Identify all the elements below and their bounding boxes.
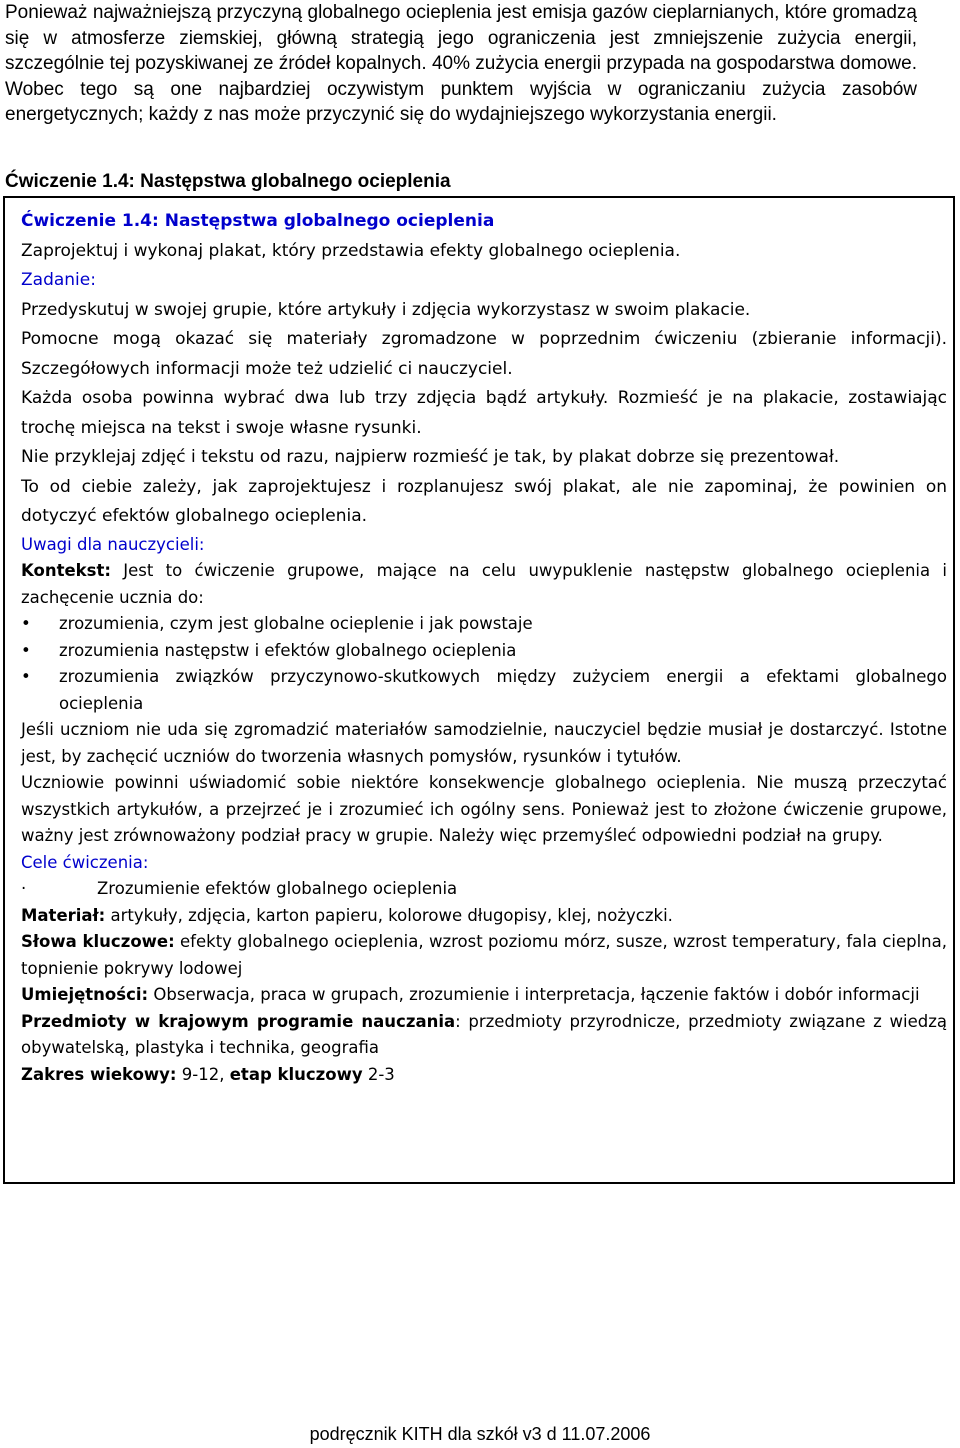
list-item-text: zrozumienia następstw i efektów globalnego ocieplenia bbox=[59, 640, 517, 660]
task-label: Zadanie: bbox=[21, 270, 96, 290]
intro-paragraph: Ponieważ najważniejszą przyczyną globalnego ocieplenia jest emisja gazów cieplarnianych, które gromadzą się w atmosferze ziemskiej, główną strategią jego ograniczenia jest zmniejszenie zużycia energii, szczególnie tej pozyskiwanej ze źródeł kopalnych. 40% zużycia energii przypada na gospodarstwa domowe. Wobec tego są one najbardziej oczywistym punktem wyjścia w ograniczaniu zużycia zasobów energetycznych; każdy z nas może przyczynić się do wydajniejszego wykorzystania energii. bbox=[5, 2, 917, 126]
notes-paragraph: Uczniowie powinni uświadomić sobie niektóre konsekwencje globalnego ocieplenia. Nie muszą przeczytać wszystkich artykułów, a przejrzeć je i zrozumieć ich ogólny sens. Ponieważ jest to złożone ćwiczenie grupowe, ważny jest zrównoważony podział pracy w grupie. Należy więc przemyśleć odpowiedni podział na grupy. bbox=[21, 773, 947, 845]
list-item bbox=[21, 638, 947, 665]
skills-line bbox=[21, 982, 947, 1009]
section-heading: Ćwiczenie 1.4: Następstwa globalnego ocieplenia bbox=[5, 171, 451, 192]
goals-bullet-list bbox=[21, 611, 947, 717]
material-label: Materiał: bbox=[21, 905, 106, 925]
material-text: artykuły, zdjęcia, karton papieru, kolorowe długopisy, klej, nożyczki. bbox=[110, 905, 673, 925]
exercise-box-content bbox=[21, 207, 947, 1088]
list-item-text: zrozumienia, czym jest globalne ocieplenie i jak powstaje bbox=[59, 614, 533, 633]
task-paragraph: Przedyskutuj w swojej grupie, które artykuły i zdjęcia wykorzystasz w swoim plakacie. bbox=[21, 299, 751, 320]
subjects-text: : przedmioty przyrodnicze, przedmioty związane z wiedzą obywatelską, plastyka i technika, geografia bbox=[21, 1011, 947, 1057]
keywords-line bbox=[21, 929, 947, 982]
age-label: Zakres wiekowy: bbox=[21, 1064, 177, 1084]
teacher-notes bbox=[21, 532, 947, 1089]
bullet-icon: • bbox=[21, 667, 31, 686]
task-paragraph: Nie przyklejaj zdjęć i tekstu od razu, najpierw rozmieść je tak, by plakat dobrze się prezentował. bbox=[21, 447, 840, 467]
goals-label: Cele ćwiczenia: bbox=[21, 852, 149, 872]
dot-icon: · bbox=[21, 879, 27, 898]
notes-paragraph: Jeśli uczniom nie uda się zgromadzić materiałów samodzielnie, nauczyciel będzie musiał je dostarczyć. Istotne jest, by zachęcić uczniów do tworzenia własnych pomysłów, rysunków i tytułów. bbox=[21, 720, 947, 766]
context-text: Jest to ćwiczenie grupowe, mające na celu uwypuklenie następstw globalnego ocieplenia i zachęcenie ucznia do: bbox=[21, 561, 948, 607]
list-item-text: zrozumienia związków przyczynowo-skutkowych między zużyciem energii a efektami globalnego ocieplenia bbox=[59, 667, 947, 713]
age-value: 9-12, bbox=[181, 1064, 225, 1084]
page-footer: podręcznik KITH dla szkół v3 d 11.07.2006 bbox=[309, 1424, 651, 1444]
bullet-icon: • bbox=[21, 614, 31, 633]
keywords-label: Słowa kluczowe: bbox=[21, 932, 175, 951]
material-line bbox=[21, 903, 947, 930]
subjects-label: Przedmioty w krajowym programie nauczania bbox=[21, 1011, 456, 1031]
context-paragraph bbox=[21, 558, 947, 611]
teacher-notes-label: Uwagi dla nauczycieli: bbox=[21, 534, 205, 554]
exercise-lead: Zaprojektuj i wykonaj plakat, który przedstawia efekty globalnego ocieplenia. bbox=[21, 240, 681, 261]
task-paragraph: To od ciebie zależy, jak zaprojektujesz i rozplanujesz swój plakat, ale nie zapominaj, że powinien on dotyczyć efektów globalnego ocieplenia. bbox=[21, 476, 947, 526]
keywords-text: efekty globalnego ocieplenia, wzrost poziomu mórz, susze, wzrost temperatury, fala cieplna, topnienie pokrywy lodowej bbox=[21, 932, 947, 978]
bullet-icon: • bbox=[21, 640, 31, 660]
task-paragraph: Pomocne mogą okazać się materiały zgromadzone w poprzednim ćwiczeniu (zbieranie informacji). Szczegółowych informacji może też udzielić ci nauczyciel. bbox=[21, 329, 947, 379]
task-paragraph: Każda osoba powinna wybrać dwa lub trzy zdjęcia bądź artykuły. Rozmieść je na plakacie, zostawiając trochę miejsca na tekst i swoje własne rysunki. bbox=[21, 388, 947, 438]
context-label: Kontekst: bbox=[21, 561, 111, 580]
goals-item bbox=[21, 876, 947, 903]
age-line bbox=[21, 1062, 947, 1089]
list-item bbox=[21, 664, 947, 717]
stage-label: etap kluczowy bbox=[229, 1064, 363, 1084]
skills-label: Umiejętności: bbox=[21, 985, 149, 1004]
stage-value: 2-3 bbox=[367, 1064, 395, 1084]
subjects-line bbox=[21, 1009, 947, 1062]
exercise-title: Ćwiczenie 1.4: Następstwa globalnego ocieplenia bbox=[21, 211, 495, 231]
list-item bbox=[21, 611, 947, 638]
skills-text: Obserwacja, praca w grupach, zrozumienie i interpretacja, łączenie faktów i dobór informacji bbox=[153, 985, 920, 1004]
goals-item-text: Zrozumienie efektów globalnego ocieplenia bbox=[97, 879, 458, 898]
exercise-box bbox=[3, 196, 955, 1184]
